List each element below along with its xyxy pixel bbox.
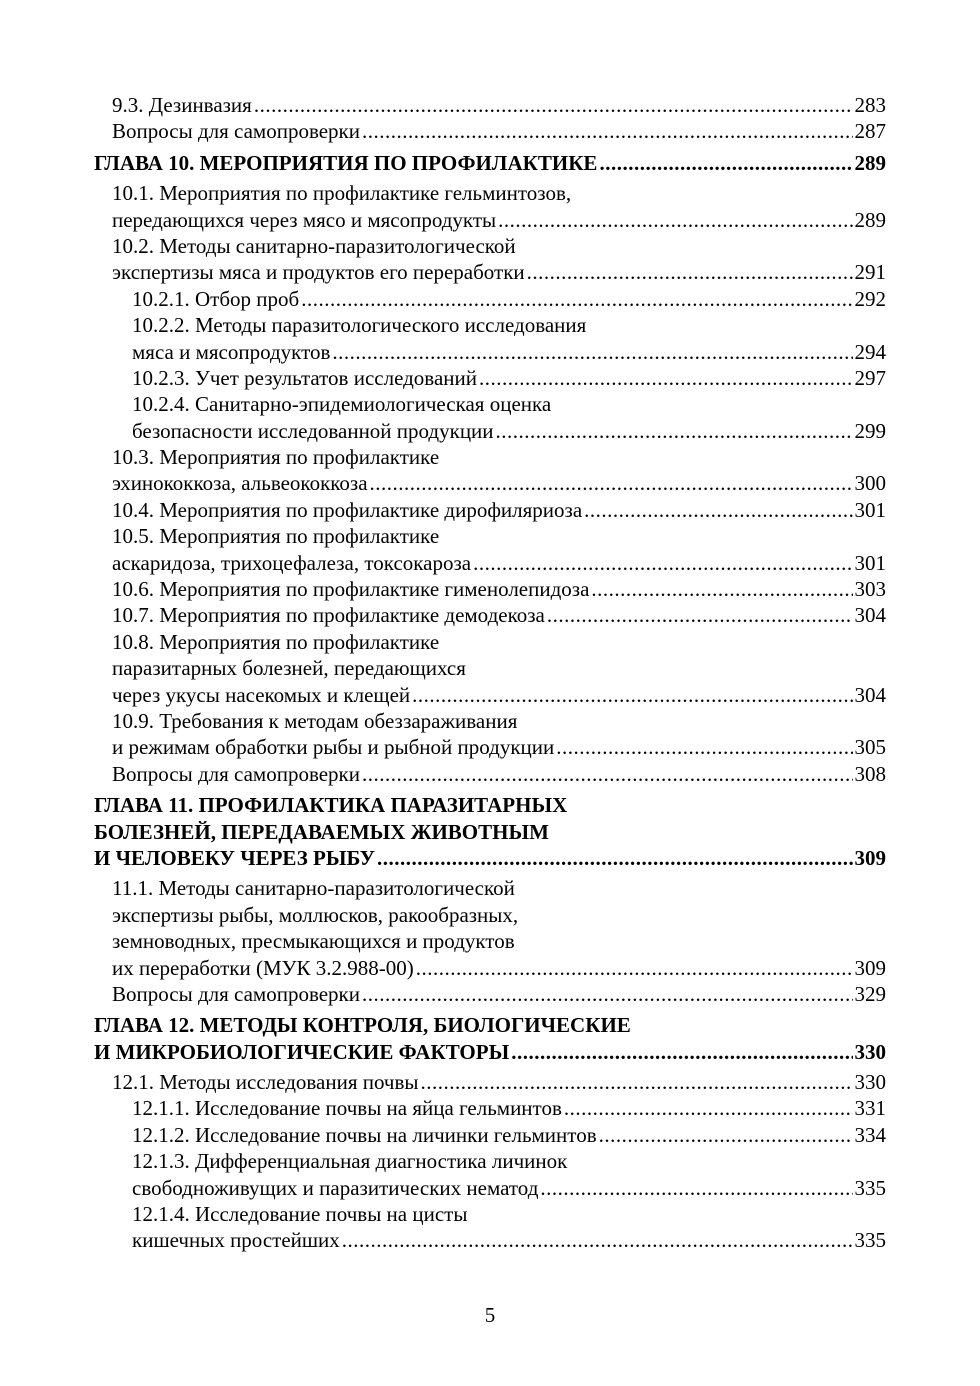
dot-leader — [496, 418, 853, 444]
toc-entry — [132, 286, 886, 312]
toc-entry-title: ГЛАВА 11. ПРОФИЛАКТИКА ПАРАЗИТАРНЫХ — [94, 793, 568, 818]
toc-entry-line — [112, 734, 886, 760]
toc-entry — [132, 1148, 886, 1201]
toc-chapter-entry — [94, 150, 886, 176]
toc-page-number: 287 — [854, 119, 886, 144]
toc-entry — [132, 312, 886, 365]
toc-entry-title: Вопросы для самопроверки — [112, 761, 361, 786]
toc-entry-title: 10.6. Мероприятия по профилактике гименолепидоза — [112, 577, 590, 602]
toc-entry-line — [112, 955, 886, 981]
toc-entry — [132, 1201, 886, 1254]
toc-entry-title: 12.1.2. Исследование почвы на личинки гельминтов — [132, 1122, 597, 1147]
toc-entry — [132, 365, 886, 391]
toc-entry-title: ГЛАВА 12. МЕТОДЫ КОНТРОЛЯ, БИОЛОГИЧЕСКИЕ — [94, 1013, 631, 1038]
dot-leader — [527, 259, 853, 285]
toc-page-number: 329 — [854, 981, 886, 1006]
toc-entry-line — [112, 92, 886, 118]
toc-entry-title: их переработки (МУК 3.2.988-00) — [112, 955, 414, 980]
toc-entry-title: Вопросы для самопроверки — [112, 981, 361, 1006]
toc-entry-line — [132, 365, 886, 391]
dot-leader — [498, 207, 852, 233]
toc-entry-title: 10.8. Мероприятия по профилактике — [112, 629, 440, 654]
toc-entry-title: через укусы насекомых и клещей — [112, 682, 411, 707]
dot-leader — [342, 1227, 853, 1253]
toc-entry-line — [112, 470, 886, 496]
dot-leader — [556, 734, 852, 760]
toc-page-number: 305 — [854, 735, 886, 760]
toc-entry-title: экспертизы мяса и продуктов его переработки — [112, 260, 525, 285]
toc-page-number: 294 — [854, 339, 886, 364]
toc-entry — [112, 875, 886, 981]
dot-leader — [547, 602, 853, 628]
toc-entry-title: 10.2. Методы санитарно-паразитологической — [112, 233, 516, 258]
toc-entry-title: и режимам обработки рыбы и рыбной продукции — [112, 735, 555, 760]
toc-entry — [112, 497, 886, 523]
toc-entry-line — [112, 1069, 886, 1095]
toc-entry-line — [112, 761, 886, 787]
dot-leader — [540, 1175, 852, 1201]
toc-page-number: 308 — [854, 761, 886, 786]
toc-entry — [112, 576, 886, 602]
dot-leader — [591, 576, 852, 602]
toc-entry-line — [112, 118, 886, 144]
toc-page-number: 289 — [854, 207, 886, 232]
toc-page-number: 331 — [854, 1096, 886, 1121]
toc-entry — [132, 391, 886, 444]
toc-entry-line — [112, 576, 886, 602]
toc-page-number: 309 — [854, 955, 886, 980]
dot-leader — [332, 339, 852, 365]
toc-entry-title: безопасности исследованной продукции — [132, 418, 494, 443]
dot-leader — [416, 955, 853, 981]
toc-entry-title: 11.1. Методы санитарно-паразитологической — [112, 876, 515, 901]
toc-page-number: 301 — [854, 497, 886, 522]
toc-entry-title: экспертизы рыбы, моллюсков, ракообразных, — [112, 902, 519, 927]
toc-entry-title: 10.2.1. Отбор проб — [132, 286, 300, 311]
dot-leader — [362, 981, 852, 1007]
toc-entry — [112, 602, 886, 628]
toc-page-number: 292 — [854, 286, 886, 311]
toc-entry-title: 12.1.3. Дифференциальная диагностика личинок — [132, 1149, 568, 1174]
toc-entry-line — [132, 1122, 886, 1148]
toc-entry-title: Вопросы для самопроверки — [112, 119, 361, 144]
toc-entry-title: 12.1.4. Исследование почвы на цисты — [132, 1202, 468, 1227]
toc-chapter-entry — [94, 792, 886, 871]
toc-page-number: 304 — [854, 682, 886, 707]
toc-entry-title: кишечных простейших — [132, 1228, 340, 1253]
toc-entry-title: 12.1.1. Исследование почвы на яйца гельминтов — [132, 1096, 562, 1121]
toc-entry-line — [112, 207, 886, 233]
toc-entry-line — [132, 1227, 886, 1253]
toc-page-number: 304 — [854, 603, 886, 628]
toc-entry-line — [132, 1095, 886, 1121]
toc-entry-title: 10.9. Требования к методам обеззараживания — [112, 708, 518, 733]
toc-entry-title: БОЛЕЗНЕЙ, ПЕРЕДАВАЕМЫХ ЖИВОТНЫМ — [94, 819, 549, 844]
toc-page-number: 309 — [854, 845, 886, 870]
toc-entry-title: 10.2.4. Санитарно-эпидемиологическая оценка — [132, 392, 552, 417]
dot-leader — [599, 150, 852, 176]
dot-leader — [511, 1039, 852, 1065]
toc-chapter-entry — [94, 1012, 886, 1065]
toc-entry — [112, 444, 886, 497]
toc-page-number: 300 — [854, 471, 886, 496]
dot-leader — [362, 118, 852, 144]
dot-leader — [584, 497, 852, 523]
dot-leader — [479, 365, 853, 391]
table-of-contents — [94, 92, 886, 1254]
toc-page-number: 283 — [854, 93, 886, 117]
toc-entry-line — [112, 682, 886, 708]
toc-page-number: 334 — [854, 1122, 886, 1147]
toc-entry — [112, 1069, 886, 1095]
toc-page-number: 299 — [854, 418, 886, 443]
toc-entry-title: аскаридоза, трихоцефалеза, токсокароза — [112, 550, 472, 575]
toc-entry — [112, 180, 886, 233]
toc-entry-line — [112, 981, 886, 1007]
toc-entry-title: ГЛАВА 10. МЕРОПРИЯТИЯ ПО ПРОФИЛАКТИКЕ — [94, 150, 598, 175]
toc-page-number: 291 — [854, 260, 886, 285]
page-number: 5 — [484, 1303, 496, 1327]
toc-page-number: 301 — [854, 550, 886, 575]
toc-page-number: 289 — [854, 150, 886, 175]
toc-entry — [112, 761, 886, 787]
toc-entry — [112, 118, 886, 144]
toc-entry-title: эхинококкоза, альвеококкоза — [112, 471, 368, 496]
dot-leader — [362, 761, 852, 787]
toc-entry-title: земноводных, пресмыкающихся и продуктов — [112, 929, 515, 954]
toc-entry-title: 10.1. Мероприятия по профилактике гельминтозов, — [112, 181, 572, 206]
toc-entry-title: передающихся через мясо и мясопродукты — [112, 207, 497, 232]
toc-entry — [132, 1095, 886, 1121]
toc-entry-title: 10.2.2. Методы паразитологического исследования — [132, 313, 587, 338]
toc-page-number: 297 — [854, 365, 886, 390]
toc-entry-title: 10.5. Мероприятия по профилактике — [112, 524, 440, 549]
toc-entry — [112, 629, 886, 708]
toc-entry-title: 9.3. Дезинвазия — [112, 93, 252, 117]
toc-entry-line — [112, 497, 886, 523]
dot-leader — [473, 550, 852, 576]
toc-entry-title: И МИКРОБИОЛОГИЧЕСКИЕ ФАКТОРЫ — [94, 1039, 510, 1064]
toc-entry-line — [94, 845, 886, 871]
toc-entry-title: мяса и мясопродуктов — [132, 339, 331, 364]
toc-entry-line — [112, 602, 886, 628]
toc-entry-line — [132, 418, 886, 444]
toc-entry-line — [112, 550, 886, 576]
dot-leader — [412, 682, 852, 708]
toc-entry-title: И ЧЕЛОВЕКУ ЧЕРЕЗ РЫБУ — [94, 845, 376, 870]
toc-entry-title: 10.4. Мероприятия по профилактике дирофиляриоза — [112, 497, 583, 522]
toc-entry-line — [132, 339, 886, 365]
dot-leader — [421, 1069, 853, 1095]
toc-entry-line — [94, 1039, 886, 1065]
dot-leader — [370, 470, 853, 496]
dot-leader — [599, 1122, 853, 1148]
toc-entry-title: 10.3. Мероприятия по профилактике — [112, 445, 440, 470]
toc-page-number: 330 — [854, 1039, 886, 1064]
toc-entry — [112, 981, 886, 1007]
toc-entry-title: свободноживущих и паразитических нематод — [132, 1175, 539, 1200]
toc-entry-title: паразитарных болезней, передающихся — [112, 656, 466, 681]
toc-entry — [112, 708, 886, 761]
toc-entry-title: 10.7. Мероприятия по профилактике демодекоза — [112, 603, 545, 628]
toc-entry-line — [112, 259, 886, 285]
dot-leader — [564, 1095, 853, 1121]
dot-leader — [377, 845, 852, 871]
dot-leader — [254, 92, 853, 118]
toc-page-number: 303 — [854, 577, 886, 602]
toc-entry-title: 10.2.3. Учет результатов исследований — [132, 365, 477, 390]
toc-entry-line — [132, 1175, 886, 1201]
toc-entry — [112, 92, 886, 118]
toc-entry-title: 12.1. Методы исследования почвы — [112, 1070, 419, 1095]
dot-leader — [301, 286, 852, 312]
toc-page-number: 335 — [854, 1175, 886, 1200]
toc-page-number: 335 — [854, 1228, 886, 1253]
toc-entry — [112, 523, 886, 576]
toc-entry — [132, 1122, 886, 1148]
toc-page-number: 330 — [854, 1070, 886, 1095]
toc-entry — [112, 233, 886, 286]
toc-entry-line — [94, 150, 886, 176]
toc-entry-line — [132, 286, 886, 312]
